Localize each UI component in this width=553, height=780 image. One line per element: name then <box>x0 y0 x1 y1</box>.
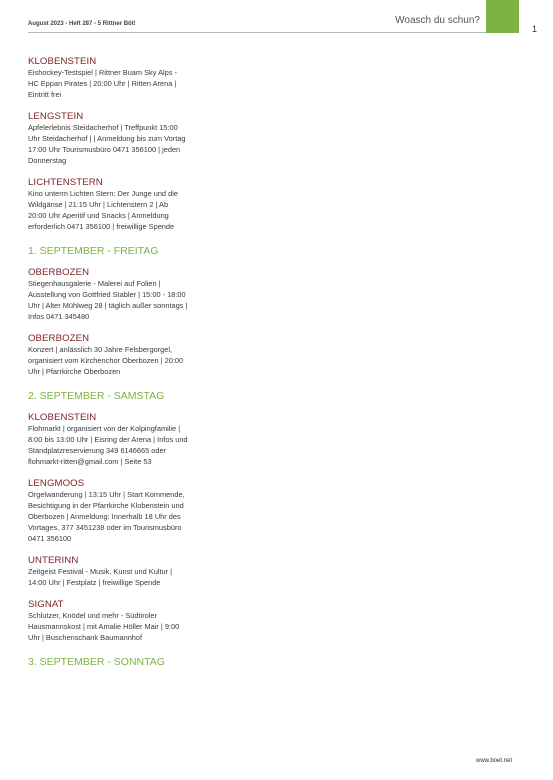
event-item <box>28 599 188 643</box>
event-item <box>28 412 188 467</box>
event-item <box>28 177 188 232</box>
event-details: Zeitgeist Festival - Musik, Kunst und Kultur | 14:00 Uhr | Festplatz | freiwillige Spende <box>28 567 173 587</box>
event-place: SIGNAT <box>28 599 64 610</box>
event-place: LICHTENSTERN <box>28 177 103 188</box>
page-number: 1 <box>532 24 538 34</box>
event-item <box>28 478 188 544</box>
section-title: Woasch du schun? <box>395 15 480 26</box>
footer-url[interactable]: www.boet.net <box>476 758 513 764</box>
event-item <box>28 267 188 322</box>
event-place: KLOBENSTEIN <box>28 56 97 67</box>
event-details: Orgelwanderung | 13:15 Uhr | Start Kommende, Besichtigung in der Pfarrkirche Klobenstein und Oberbozen | Anmeldung: Innerhalb 18 Uhr des Vortages, 377 3451238 oder im Tourismusbüro 0471 356100 <box>28 490 185 543</box>
event-details: Kino unterm Lichten Stern: Der Junge und die Wildgänse | 21:15 Uhr | Lichtenstern 2 | Ab 20:00 Uhr Aperitif und Snacks | Anmeldung erforderlich 0471 356100 | freiwillige Spende <box>28 189 178 231</box>
event-item <box>28 56 188 100</box>
event-details: Eishockey-Testspiel | Rittner Buam Sky Alps - HC Eppan Pirates | 20:00 Uhr | Ritten Arena | Eintritt frei <box>28 68 177 99</box>
header-divider <box>28 32 486 33</box>
section-color-tab <box>486 0 519 33</box>
event-details: Apfelerlebnis Steidacherhof | Treffpunkt 15:00 Uhr Steidacherhof | | Anmeldung bis zum Vortag 17:00 Uhr Tourismusbüro 0471 356100 | jeden Donnerstag <box>28 123 186 165</box>
event-item <box>28 555 188 588</box>
event-calendar <box>28 56 188 678</box>
day-heading: 3. SEPTEMBER - SONNTAG <box>28 656 165 668</box>
event-place: UNTERINN <box>28 555 79 566</box>
event-details: Stiegenhausgalerie - Malerei auf Folien | Ausstellung von Gottfried Stabler | 15:00 - 18:00 Uhr | Alter Mühlweg 28 | täglich außer sonntags | Infos 0471 345480 <box>28 279 188 321</box>
event-item <box>28 111 188 166</box>
event-details: Schlutzer, Knödel und mehr - Südtiroler Hausmannskost | mit Amalie Höller Mair | 9:00 Uhr | Buschenschank Baumannhof <box>28 611 180 642</box>
event-item <box>28 333 188 377</box>
event-details: Flohmarkt | organisiert von der Kolpingfamilie | 8:00 bis 13:00 Uhr | Eisring der Arena | Infos und Standplatzreservierung 349 6146665 oder flohmarkt-ritten@gmail.com | Seite 53 <box>28 424 188 466</box>
issue-meta: August 2023 - Heft 287 - 5 Rittner Böt! <box>28 21 136 27</box>
event-place: OBERBOZEN <box>28 333 90 344</box>
day-heading: 1. SEPTEMBER - FREITAG <box>28 245 159 257</box>
event-place: LENGMOOS <box>28 478 85 489</box>
day-heading: 2. SEPTEMBER - SAMSTAG <box>28 390 165 402</box>
event-place: KLOBENSTEIN <box>28 412 97 423</box>
event-place: LENGSTEIN <box>28 111 84 122</box>
event-details: Konzert | anlässlich 30 Jahre Felsbergorgel, organisiert vom Kirchenchor Oberbozen | 20:00 Uhr | Pfarrkirche Oberbozen <box>28 345 184 376</box>
event-place: OBERBOZEN <box>28 267 90 278</box>
